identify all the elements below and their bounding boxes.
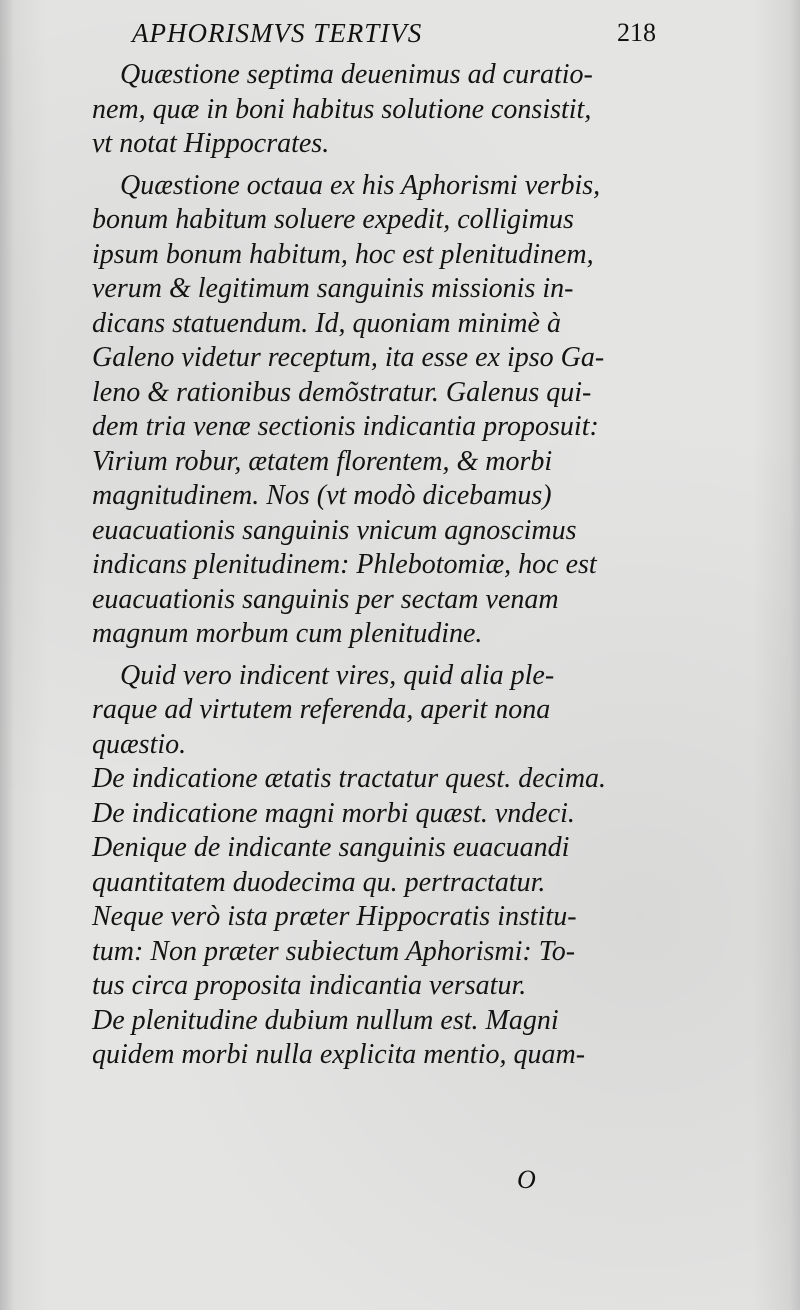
text-line: vt notat Hippocrates. [92, 128, 330, 159]
text-line: verum & legitimum sanguinis missionis in- [92, 273, 574, 304]
page-header [132, 18, 662, 58]
text-line: indicans plenitudinem: Phlebotomiæ, hoc est [92, 549, 597, 580]
text-line: tus circa proposita indicantia versatur. [92, 970, 527, 1001]
text-line: Virium robur, ætatem florentem, & morbi [92, 445, 553, 477]
paragraph-1 [92, 58, 666, 162]
text-line: nem, quæ in boni habitus solutione consistit, [92, 93, 592, 125]
text-line: euacuationis sanguinis per sectam venam [92, 583, 559, 615]
text-line: magnitudinem. Nos (vt modò dicebamus) [92, 480, 552, 511]
signature-mark: O [517, 1165, 536, 1194]
text-line: quidem morbi nulla explicita mentio, quam- [92, 1039, 586, 1070]
text-line: De plenitudine dubium nullum est. Magni [92, 1004, 559, 1036]
paragraph-3 [92, 659, 666, 763]
text-line: euacuationis sanguinis vnicum agnoscimus [92, 514, 577, 546]
page-edge-left [0, 0, 14, 1310]
page-edge-right [790, 0, 800, 1310]
body-text [92, 58, 666, 1073]
text-line: Quæstione septima deuenimus ad curatio- [120, 59, 593, 90]
text-line: Quæstione octaua ex his Aphorismi verbis, [120, 169, 601, 201]
text-line: tum: Non præter subiectum Aphorismi: To- [92, 935, 576, 967]
text-line: De indicatione magni morbi quæst. vndeci. [92, 797, 575, 829]
text-line: Galeno videtur receptum, ita esse ex ipso Ga- [92, 342, 605, 373]
text-line: dem tria venæ sectionis indicantia proposuit: [92, 411, 599, 442]
text-line: ipsum bonum habitum, hoc est plenitudinem, [92, 238, 594, 270]
text-line: Neque verò ista præter Hippocratis institu- [92, 901, 577, 932]
paragraph-4 [92, 762, 666, 1073]
text-line: leno & rationibus demõstratur. Galenus qui- [92, 376, 592, 408]
paragraph-2 [92, 169, 666, 652]
text-line: quæstio. [92, 728, 187, 760]
text-line: bonum habitum soluere expedit, colligimus [92, 204, 574, 235]
text-line: quantitatem duodecima qu. pertractatur. [92, 866, 546, 898]
text-line: Denique de indicante sanguinis euacuandi [92, 832, 570, 863]
text-line: raque ad virtutem referenda, aperit nona [92, 694, 551, 725]
text-line: De indicatione ætatis tractatur quest. decima. [92, 763, 607, 794]
page-number: 218 [617, 18, 656, 47]
running-head: APHORISMVS TERTIVS [132, 18, 423, 48]
text-line: magnum morbum cum plenitudine. [92, 618, 483, 649]
text-line: Quid vero indicent vires, quid alia ple- [120, 659, 555, 691]
text-line: dicans statuendum. Id, quoniam minimè à [92, 307, 561, 339]
